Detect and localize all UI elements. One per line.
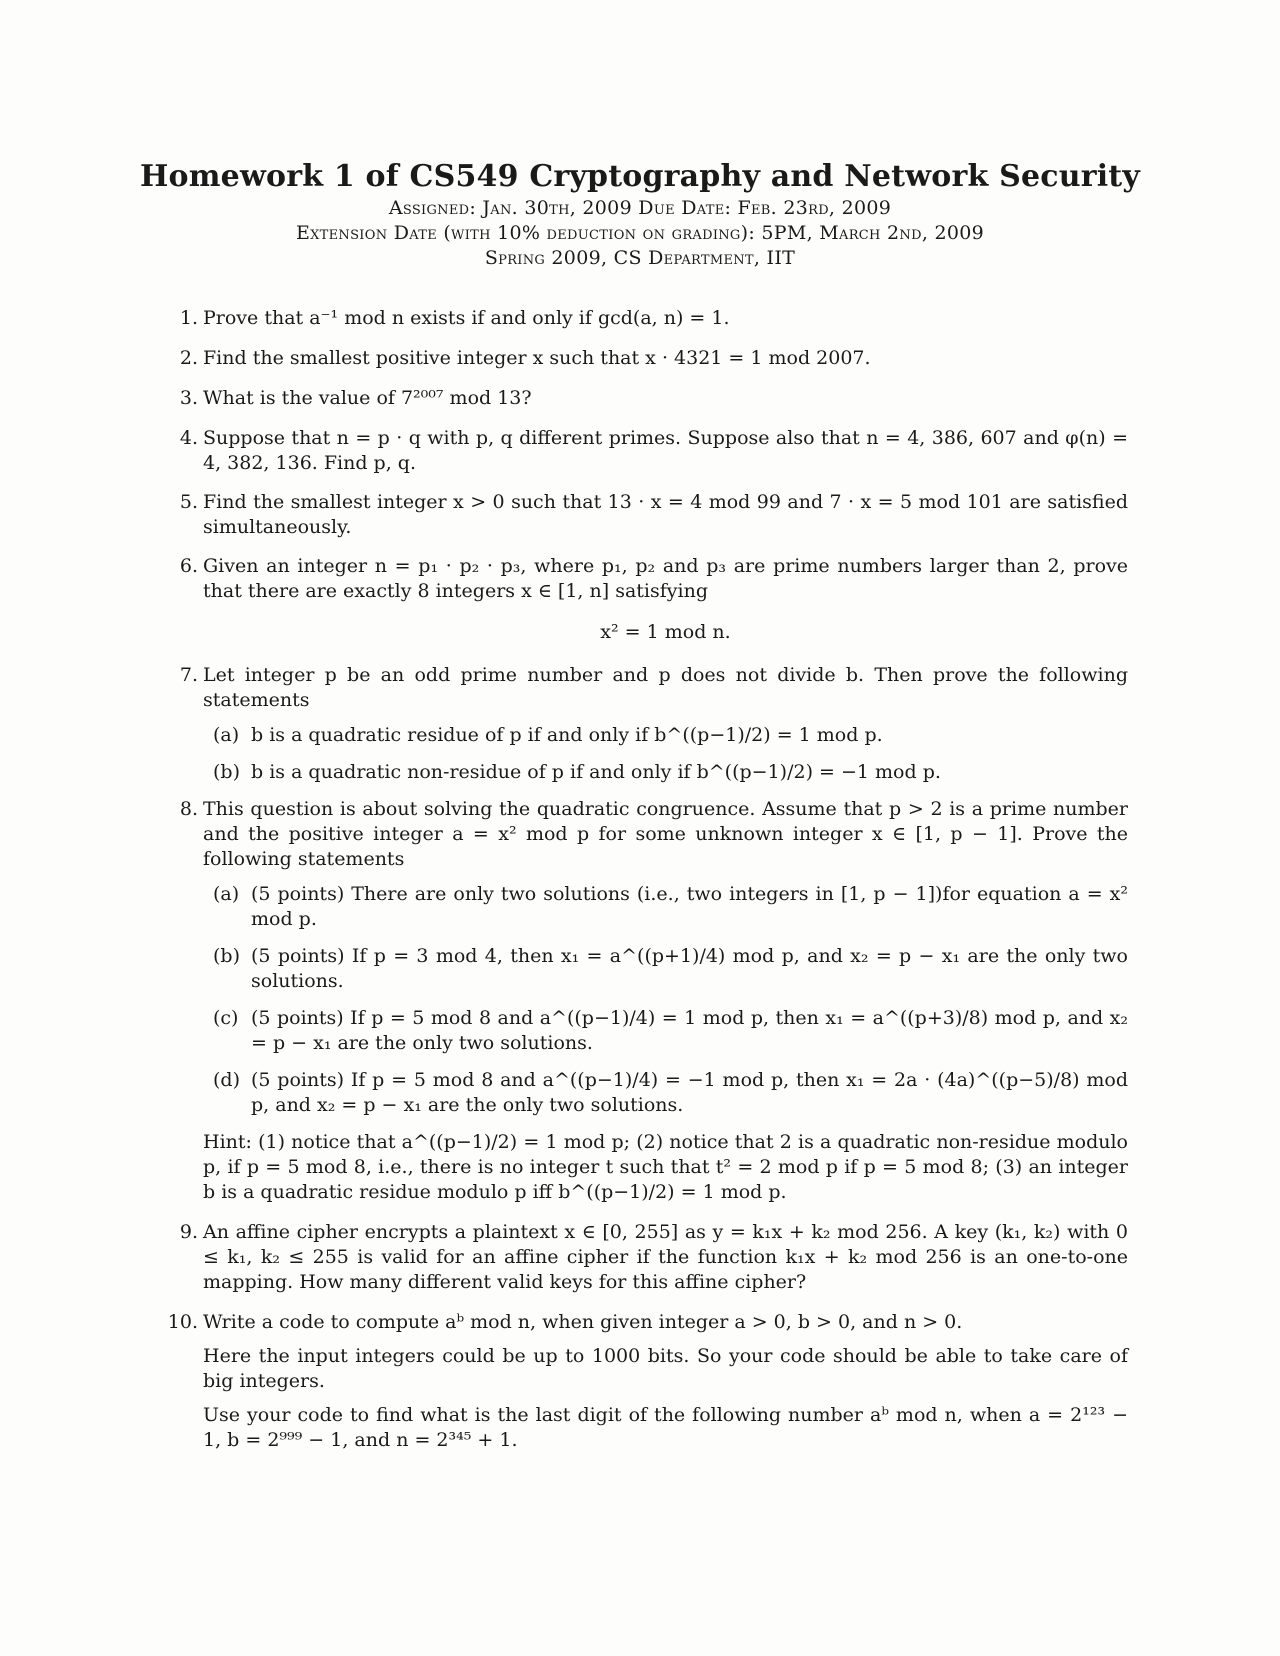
sub-question — [203, 1068, 1128, 1118]
display-equation: x² = 1 mod n. — [600, 621, 731, 643]
sub-question — [203, 944, 1128, 994]
sub-question — [203, 1006, 1128, 1056]
sub-question-text: (5 points) If p = 5 mod 8 and a^((p−1)/4) = 1 mod p, then x₁ = a^((p+3)/8) mod p, and x₂ = p − x₁ are the only two solutions. — [251, 1007, 1128, 1054]
sub-question-text: (5 points) If p = 5 mod 8 and a^((p−1)/4) = −1 mod p, then x₁ = 2a · (4a)^((p−5)/8) mod p, and x₂ = p − x₁ are the only two solutions. — [251, 1069, 1128, 1116]
extension-line: Extension Date (with 10% deduction on grading): 5PM, March 2nd, 2009 — [295, 222, 985, 244]
document-header — [0, 158, 1280, 271]
sub-question-label: (b) — [213, 945, 240, 967]
problem-text: Given an integer n = p₁ · p₂ · p₃, where p₁, p₂ and p₃ are prime numbers larger than 2, prove that there are exactly 8 integers x ∈ [1, n] satisfying — [203, 555, 1128, 602]
problem-item — [170, 386, 1128, 411]
sub-question-list — [203, 882, 1128, 1118]
problem-text: What is the value of 7²⁰⁰⁷ mod 13? — [203, 387, 532, 409]
problem-number: 4. — [179, 427, 198, 449]
sub-question-text: (5 points) If p = 3 mod 4, then x₁ = a^((p+1)/4) mod p, and x₂ = p − x₁ are the only two solutions. — [251, 945, 1128, 992]
problem-item — [167, 1310, 1128, 1453]
problem-number: 9. — [179, 1221, 198, 1243]
problem-text: Find the smallest integer x > 0 such that 13 · x = 4 mod 99 and 7 · x = 5 mod 101 are satisfied simultaneously. — [203, 491, 1128, 538]
sub-question-label: (a) — [213, 883, 240, 905]
problem-text: Let integer p be an odd prime number and p does not divide b. Then prove the following statements — [203, 664, 1128, 711]
problem-text: An affine cipher encrypts a plaintext x ∈ [0, 255] as y = k₁x + k₂ mod 256. A key (k₁, k₂) with 0 ≤ k₁, k₂ ≤ 255 is valid for an affine cipher if the function k₁x + k₂ mod 256 is an one-to-one mapping. How many different valid keys for this affine cipher? — [203, 1221, 1128, 1293]
problem-item — [170, 663, 1128, 785]
problem-item — [170, 490, 1128, 540]
hint-paragraph: Hint: (1) notice that a^((p−1)/2) = 1 mod p; (2) notice that 2 is a quadratic non-residue modulo p, if p = 5 mod 8, i.e., there is no integer t such that t² = 2 mod p if p = 5 mod 8; (3) an integer b is a quadratic residue modulo p iff b^((p−1)/2) = 1 mod p. — [203, 1131, 1128, 1203]
problem-number: 5. — [179, 491, 198, 513]
problem-text: Suppose that n = p · q with p, q different primes. Suppose also that n = 4, 386, 607 and φ(n) = 4, 382, 136. Find p, q. — [203, 427, 1128, 474]
problem-item — [170, 306, 1128, 331]
problem-item — [170, 346, 1128, 371]
sub-question-text: (5 points) There are only two solutions (i.e., two integers in [1, p − 1])for equation a = x² mod p. — [251, 883, 1128, 930]
sub-question-label: (d) — [213, 1069, 240, 1091]
problem-number: 1. — [179, 307, 198, 329]
problem-number: 8. — [179, 798, 198, 820]
document-title: Homework 1 of CS549 Cryptography and Network Security — [139, 159, 1140, 194]
sub-question — [203, 760, 1128, 785]
semester-line: Spring 2009, CS Department, IIT — [484, 247, 796, 269]
problem-number: 6. — [179, 555, 198, 577]
problem-number: 3. — [179, 387, 198, 409]
problem-item — [170, 1220, 1128, 1295]
problem-paragraph: Use your code to find what is the last digit of the following number aᵇ mod n, when a = 2¹²³ − 1, b = 2⁹⁹⁹ − 1, and n = 2³⁴⁵ + 1. — [203, 1404, 1128, 1451]
sub-question-text: b is a quadratic non-residue of p if and only if b^((p−1)/2) = −1 mod p. — [251, 761, 941, 783]
problem-number: 10. — [167, 1311, 198, 1333]
sub-question — [203, 882, 1128, 932]
sub-question-label: (c) — [213, 1007, 239, 1029]
problem-item — [170, 426, 1128, 476]
problem-text: Find the smallest positive integer x such that x · 4321 = 1 mod 2007. — [203, 347, 871, 369]
sub-question-text: b is a quadratic residue of p if and only if b^((p−1)/2) = 1 mod p. — [251, 724, 883, 746]
sub-question-label: (a) — [213, 724, 240, 746]
problem-number: 7. — [179, 664, 198, 686]
sub-question-label: (b) — [213, 761, 240, 783]
sub-question — [203, 723, 1128, 748]
problem-paragraph: Here the input integers could be up to 1000 bits. So your code should be able to take care of big integers. — [203, 1345, 1128, 1392]
problem-item — [170, 797, 1128, 1205]
problem-text: Prove that a⁻¹ mod n exists if and only if gcd(a, n) = 1. — [203, 307, 730, 329]
problem-text: This question is about solving the quadratic congruence. Assume that p > 2 is a prime number and the positive integer a = x² mod p for some unknown integer x ∈ [1, p − 1]. Prove the following statements — [203, 798, 1128, 870]
problem-list — [167, 306, 1128, 1453]
sub-question-list — [203, 723, 1128, 785]
problem-number: 2. — [179, 347, 198, 369]
assigned-due-line: Assigned: Jan. 30th, 2009 Due Date: Feb. 23rd, 2009 — [388, 197, 892, 219]
problem-item — [170, 554, 1128, 645]
problem-text: Write a code to compute aᵇ mod n, when given integer a > 0, b > 0, and n > 0. — [203, 1311, 963, 1333]
